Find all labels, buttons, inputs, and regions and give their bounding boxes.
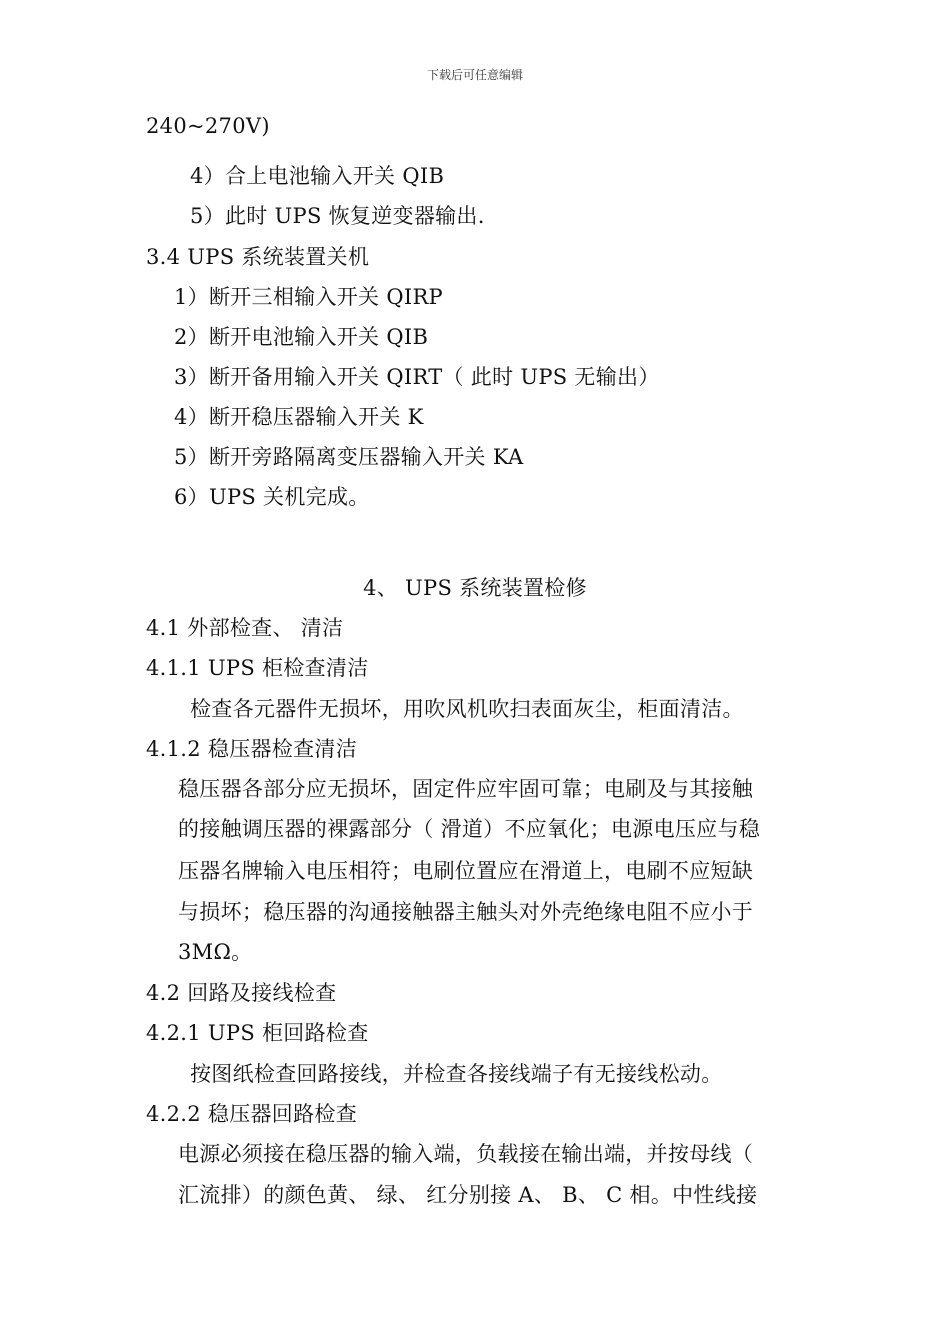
text-line: 6）UPS 关机完成。 (174, 485, 370, 509)
text-line: 3MΩ。 (178, 940, 253, 964)
text-line: 稳压器各部分应无损坏，固定件应牢固可靠；电刷及与其接触 (178, 777, 754, 801)
text-line: 4）合上电池输入开关 QIB (190, 164, 445, 188)
text-line: 2）断开电池输入开关 QIB (174, 325, 429, 349)
text-line: 与损坏；稳压器的沟通接触器主触头对外壳绝缘电阻不应小于 (178, 900, 754, 924)
text-line: 电源必须接在稳压器的输入端，负载接在输出端，并按母线（ (178, 1142, 754, 1166)
text-line: 的接触调压器的裸露部分（ 滑道）不应氧化；电源电压应与稳 (178, 817, 761, 841)
text-line: 4.1.1 UPS 柜检查清洁 (146, 656, 369, 680)
text-line: 检查各元器件无损坏，用吹风机吹扫表面灰尘，柜面清洁。 (190, 697, 744, 721)
text-line: 240~270V) (146, 114, 270, 138)
text-line: 4.1.2 稳压器检查清洁 (146, 737, 358, 761)
text-line: 5）此时 UPS 恢复逆变器输出. (190, 204, 485, 228)
text-line: 4.1 外部检查、 清洁 (146, 616, 344, 640)
page-header: 下载后可任意编辑 (426, 68, 523, 82)
text-line: 1）断开三相输入开关 QIRP (174, 285, 443, 309)
text-line: 3）断开备用输入开关 QIRT（ 此时 UPS 无输出） (174, 365, 660, 389)
text-line: 4.2.1 UPS 柜回路检查 (146, 1021, 369, 1045)
text-line: 压器名牌输入电压相符；电刷位置应在滑道上，电刷不应短缺 (178, 859, 754, 883)
text-line: 3.4 UPS 系统装置关机 (146, 245, 370, 269)
text-line: 4、 UPS 系统装置检修 (363, 576, 587, 600)
text-line: 5）断开旁路隔离变压器输入开关 KA (174, 445, 524, 469)
text-line: 4）断开稳压器输入开关 K (174, 405, 424, 429)
text-line: 汇流排）的颜色黄、 绿、 红分别接 A、 B、 C 相。中性线接 (178, 1183, 758, 1207)
text-line: 4.2.2 稳压器回路检查 (146, 1102, 358, 1126)
text-line: 按图纸检查回路接线，并检查各接线端子有无接线松动。 (190, 1062, 723, 1086)
text-line: 4.2 回路及接线检查 (146, 981, 337, 1005)
